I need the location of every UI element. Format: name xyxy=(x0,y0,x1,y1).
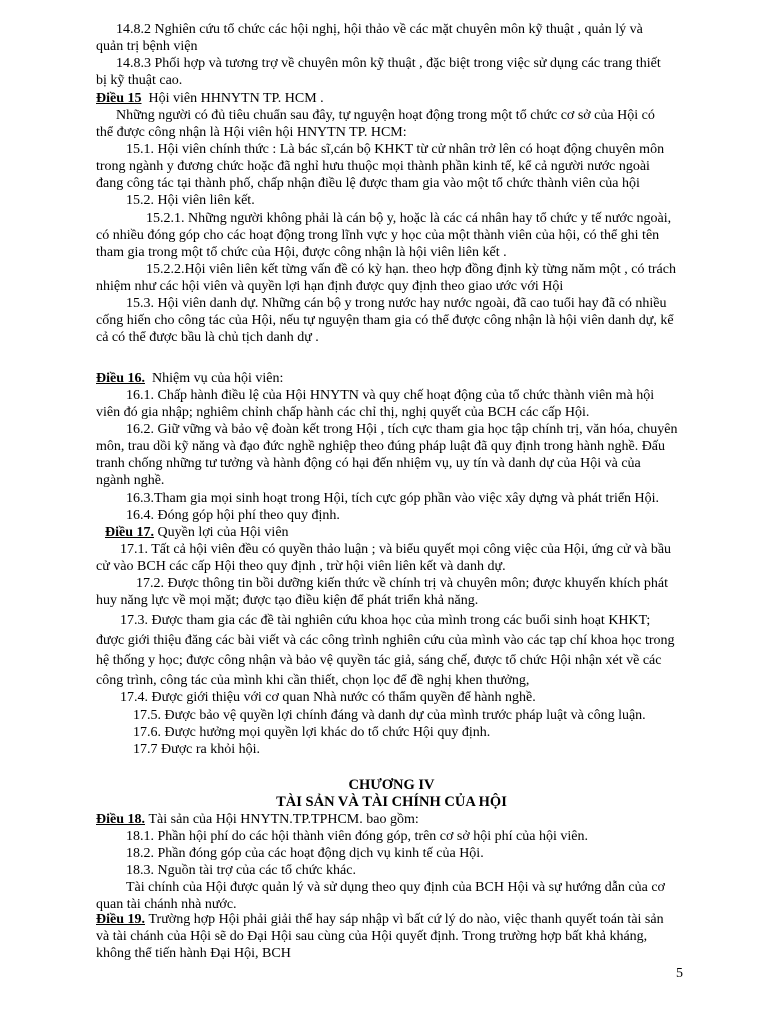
text-line: huy năng lực về mọi mặt; được tạo điều kiện để phát triển khả năng. xyxy=(96,593,479,608)
text-line: được giới thiệu đăng các bài viết và các công trình nghiên cứu của mình vào các tạp chí khoa học trong xyxy=(96,633,675,648)
text-line: 14.8.2 Nghiên cứu tổ chức các hội nghị, hội thảo về các mặt chuyên môn kỹ thuật , quản lý và xyxy=(116,22,643,37)
article-title: Tài sản của Hội HNYTN.TP.TPHCM. bao gồm: xyxy=(148,812,419,827)
text-line: tranh chống những tư tưởng và hành động có hại đến nhiệm vụ, uy tín và danh dự của Hội và của xyxy=(96,456,641,471)
text-line: 14.8.3 Phối hợp và tương trợ về chuyên môn kỹ thuật , đặc biệt trong việc sử dụng các trang thiết xyxy=(116,56,661,71)
text-line: trong ngành y đương chức hoặc đã nghỉ hưu thuộc mọi thành phần kinh tế, kể cả người nước ngoài xyxy=(96,159,650,174)
article-title: Hội viên HHNYTN TP. HCM . xyxy=(148,91,324,106)
text-line: 15.2.2.Hội viên liên kết từng vấn đề có kỳ hạn. theo hợp đồng định kỳ từng năm một , có trách xyxy=(146,262,676,277)
article-label: Điều 18. xyxy=(96,812,145,827)
text-line: đang công tác tại thành phố, chấp nhận điều lệ được tham gia vào một tổ chức thành viên của hội xyxy=(96,176,640,191)
text-line: 15.3. Hội viên danh dự. Những cán bộ y trong nước hay nước ngoài, đã cao tuổi hay đã có nhiều xyxy=(126,296,667,311)
text-line: 18.1. Phần hội phí do các hội thành viên đóng góp, trên cơ sở hội phí của hội viên. xyxy=(126,829,588,844)
article-title: Nhiệm vụ của hội viên: xyxy=(152,371,284,386)
article-label: Điều 15 xyxy=(96,91,142,106)
text-line: hệ thống y học; được công nhận và bảo vệ quyền tác giả, sáng chế, được tổ chức Hội nhận xét về các xyxy=(96,653,662,668)
article-label: Điều 17. xyxy=(105,525,154,540)
text-line: môn, trau dồi kỹ năng và đạo đức nghề nghiệp theo đúng pháp luật đã quy định trong hành nghề. Đấu xyxy=(96,439,666,454)
text-line: Những người có đủ tiêu chuẩn sau đây, tự nguyện hoạt động trong một tổ chức cơ sở của Hội có xyxy=(116,108,655,123)
text-line: công trình, công tác của mình khi cần thiết, chọn lọc để đề nghị khen thưởng, xyxy=(96,673,530,688)
article-text: Trường hợp Hội phải giải thể hay sáp nhập vì bất cứ lý do nào, việc thanh quyết toán tài sản xyxy=(148,912,664,927)
text-line: 17.1. Tất cả hội viên đều có quyền thảo luận ; và biểu quyết mọi công việc của Hội, ứng cử và bầu xyxy=(120,542,672,557)
text-line: 18.3. Nguồn tài trợ của các tổ chức khác. xyxy=(126,863,356,878)
text-line: 17.3. Được tham gia các đề tài nghiên cứu khoa học của mình trong các buổi sinh hoạt KHKT; xyxy=(120,613,651,628)
text-line: 17.4. Được giới thiệu với cơ quan Nhà nước có thẩm quyền để hành nghề. xyxy=(120,690,536,705)
text-line: viên đó gia nhập; nghiêm chỉnh chấp hành các chỉ thị, nghị quyết của BCH các cấp Hội. xyxy=(96,405,590,420)
text-line: quan tài chánh nhà nước. xyxy=(96,897,237,912)
article-title: Quyền lợi của Hội viên xyxy=(157,525,289,540)
text-line: nhiệm như các hội viên và quyền lợi hạn định được quy định theo giao ước với Hội xyxy=(96,279,564,294)
article-label: Điều 19. xyxy=(96,912,145,927)
article-16-heading xyxy=(96,371,283,387)
chapter-heading: CHƯƠNG IV xyxy=(348,777,435,793)
text-line: tham gia trong một tổ chức của Hội, được công nhận là hội viên liên kết . xyxy=(96,245,507,260)
chapter-title: TÀI SẢN VÀ TÀI CHÍNH CỦA HỘI xyxy=(276,794,507,810)
text-line: 17.2. Được thông tin bồi dưỡng kiến thức về chính trị và chuyên môn; được khuyến khích phát xyxy=(136,576,668,591)
text-line: cử vào BCH các cấp Hội theo quy định , trừ hội viên liên kết và danh dự. xyxy=(96,559,506,574)
text-line: cống hiến cho công tác của Hội, nếu tự nguyện tham gia có thể được công nhận là hội viên danh dự, kể xyxy=(96,313,674,328)
article-15-heading xyxy=(96,91,324,107)
text-line: 18.2. Phần đóng góp của các hoạt động dịch vụ kinh tế của Hội. xyxy=(126,846,484,861)
text-line: cả có thể được bầu là chủ tịch danh dự . xyxy=(96,330,319,345)
text-line: 15.2. Hội viên liên kết. xyxy=(126,193,255,208)
text-line: 17.7 Được ra khỏi hội. xyxy=(133,742,260,757)
text-line: có nhiều đóng góp cho các hoạt động trong lĩnh vực y học của một thành viên của hội, có thể ghi tên xyxy=(96,228,660,243)
text-line: 16.4. Đóng góp hội phí theo quy định. xyxy=(126,508,340,523)
text-line: 15.2.1. Những người không phải là cán bộ y, hoặc là các cá nhân hay tổ chức y tế nước ngoài, xyxy=(146,211,672,226)
text-line: 15.1. Hội viên chính thức : Là bác sĩ,cán bộ KHKT từ cử nhân trở lên có hoạt động chuyên môn xyxy=(126,142,665,157)
article-19-heading xyxy=(96,912,664,928)
text-line: 16.2. Giữ vững và bảo vệ đoàn kết trong Hội , tích cực tham gia học tập chính trị, văn hóa, chuyên xyxy=(126,422,678,437)
text-line: ngành nghề. xyxy=(96,473,165,488)
text-line: và tài chánh của Hội sẽ do Đại Hội sau cùng của Hội quyết định. Trong trường hợp bất khả kháng, xyxy=(96,929,648,944)
text-line: Tài chính của Hội được quản lý và sử dụng theo quy định của BCH Hội và sự hướng dẫn của cơ xyxy=(126,880,665,895)
text-line: 16.1. Chấp hành điều lệ của Hội HNYTN và quy chế hoạt động của tổ chức thành viên mà hội xyxy=(126,388,655,403)
article-18-heading xyxy=(96,812,419,828)
article-17-heading xyxy=(105,525,289,541)
text-line: 17.5. Được bảo vệ quyền lợi chính đáng và danh dự của mình trước pháp luật và công luận. xyxy=(133,708,646,723)
text-line: không thể tiến hành Đại Hội, BCH xyxy=(96,946,291,961)
text-line: bị kỹ thuật cao. xyxy=(96,73,183,88)
page-number: 5 xyxy=(676,966,683,981)
text-line: 17.6. Được hưởng mọi quyền lợi khác do tổ chức Hội quy định. xyxy=(133,725,491,740)
article-label: Điều 16. xyxy=(96,371,145,386)
text-line: quản trị bệnh viện xyxy=(96,39,198,54)
text-line: 16.3.Tham gia mọi sinh hoạt trong Hội, tích cực góp phần vào việc xây dựng và phát triển Hội. xyxy=(126,491,660,506)
text-line: thể được công nhận là Hội viên hội HNYTN TP. HCM: xyxy=(96,125,407,140)
